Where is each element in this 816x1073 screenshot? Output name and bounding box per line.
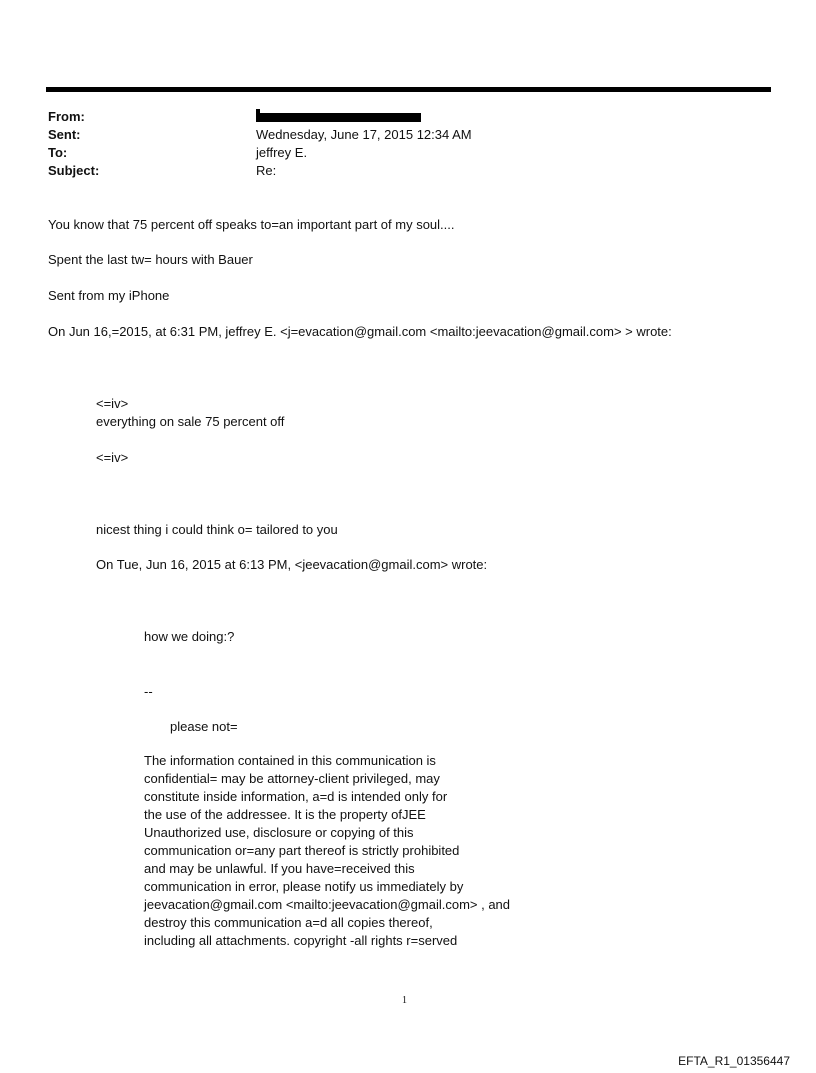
body-line-1: You know that 75 percent off speaks to=an important part of my soul.... <box>48 217 455 232</box>
quote2-line-1: how we doing:? <box>144 629 235 644</box>
quote1-div-open: <=iv> <box>96 396 129 411</box>
signature-note: please not= <box>170 719 238 734</box>
disclaimer-line: and may be unlawful. If you have=received this <box>144 861 415 876</box>
disclaimer-line: including all attachments. copyright -all rights r=served <box>144 933 458 948</box>
disclaimer-line: destroy this communication a=d all copies thereof, <box>144 915 433 930</box>
body-line-2: Spent the last tw= hours with Bauer <box>48 252 253 267</box>
redacted-from-address <box>256 113 421 122</box>
disclaimer-line: constitute inside information, a=d is intended only for <box>144 789 448 804</box>
quote1-line-2: nicest thing i could think o= tailored to you <box>96 522 338 537</box>
to-value: jeffrey E. <box>256 145 308 160</box>
reply-header-1: On Jun 16,=2015, at 6:31 PM, jeffrey E. <j=evacation@gmail.com <mailto:jeevacation@gmail.com> > wrote: <box>48 324 672 339</box>
disclaimer-line: the use of the addressee. It is the property ofJEE <box>144 807 426 822</box>
confidentiality-disclaimer <box>144 752 564 950</box>
disclaimer-line: The information contained in this communication is <box>144 753 436 768</box>
header-rule <box>46 87 771 92</box>
reply-header-2: On Tue, Jun 16, 2015 at 6:13 PM, <jeevacation@gmail.com> wrote: <box>96 557 488 572</box>
page-number: 1 <box>402 995 407 1006</box>
quote1-div-close: <=iv> <box>96 450 129 465</box>
disclaimer-line: jeevacation@gmail.com <mailto:jeevacation@gmail.com> , and <box>144 897 511 912</box>
signature-separator: -- <box>144 684 153 699</box>
from-label: From: <box>48 109 85 124</box>
to-label: To: <box>48 145 68 160</box>
disclaimer-line: communication in error, please notify us immediately by <box>144 879 464 894</box>
disclaimer-line: confidential= may be attorney-client privileged, may <box>144 771 440 786</box>
document-id: EFTA_R1_01356447 <box>678 1054 790 1068</box>
disclaimer-line: communication or=any part thereof is strictly prohibited <box>144 843 460 858</box>
quote1-line-1: everything on sale 75 percent off <box>96 414 285 429</box>
sent-value: Wednesday, June 17, 2015 12:34 AM <box>256 127 472 142</box>
subject-value: Re: <box>256 163 277 178</box>
body-line-3: Sent from my iPhone <box>48 288 170 303</box>
sent-label: Sent: <box>48 127 81 142</box>
subject-label: Subject: <box>48 163 100 178</box>
disclaimer-line: Unauthorized use, disclosure or copying of this <box>144 825 414 840</box>
